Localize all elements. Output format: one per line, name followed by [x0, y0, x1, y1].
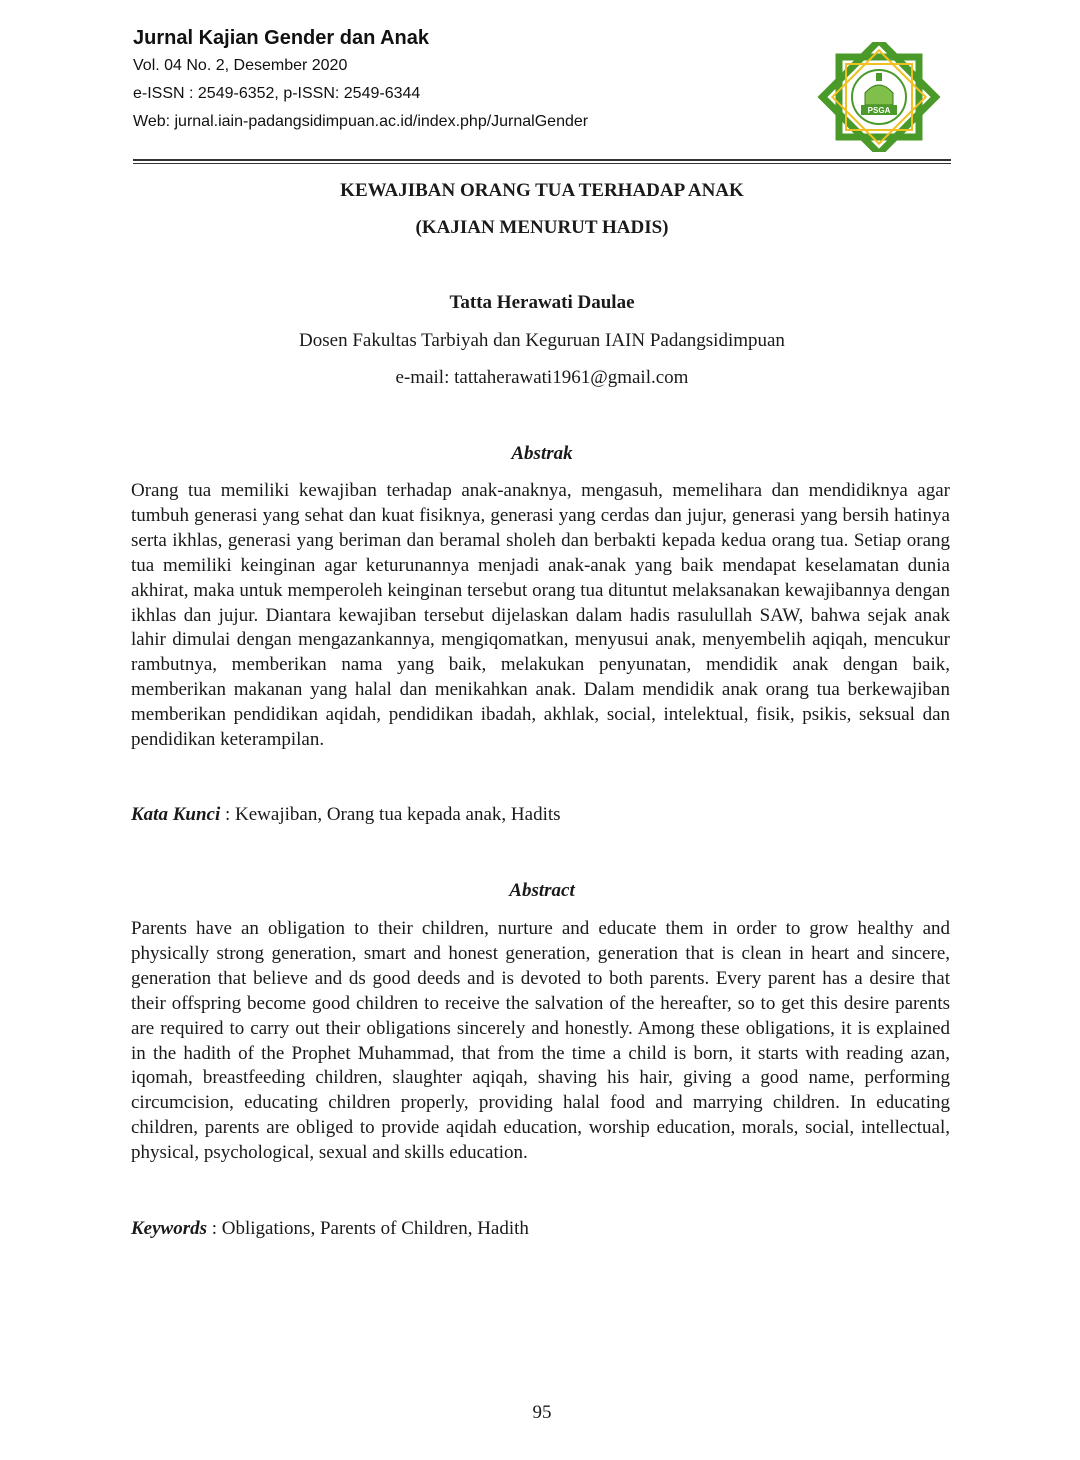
kata-kunci: [131, 804, 950, 826]
article-title-line1: KEWAJIBAN ORANG TUA TERHADAP ANAK: [340, 180, 744, 201]
logo-text: PSGA: [867, 106, 891, 115]
journal-name: Jurnal Kajian Gender dan Anak: [133, 27, 430, 49]
page-number: 95: [532, 1402, 552, 1423]
author-affiliation: Dosen Fakultas Tarbiyah dan Keguruan IAIN Padangsidimpuan: [299, 330, 785, 351]
psga-logo-icon: [816, 42, 942, 152]
author-name: Tatta Herawati Daulae: [449, 292, 635, 313]
keywords: [131, 1218, 950, 1240]
header-rule-thick: [133, 159, 951, 161]
kata-kunci-label: Kata Kunci: [131, 804, 221, 825]
journal-issn: e-ISSN : 2549-6352, p-ISSN: 2549-6344: [133, 85, 421, 102]
abstract-heading: Abstract: [509, 880, 575, 901]
author-email: e-mail: tattaherawati1961@gmail.com: [395, 367, 689, 388]
header-rule-thin: [133, 163, 951, 164]
journal-volume: Vol. 04 No. 2, Desember 2020: [133, 57, 348, 74]
journal-web: Web: jurnal.iain-padangsidimpuan.ac.id/index.php/JurnalGender: [133, 113, 589, 130]
abstrak-text: Orang tua memiliki kewajiban terhadap anak-anaknya, mengasuh, memelihara dan mendidiknya agar tumbuh generasi yang sehat dan kuat fisiknya, generasi yang cerdas dan jujur, generasi yang bersih hatinya serta ikhlas, generasi yang beriman dan beramal sholeh dan berbakti kepada kedua orang tua. Setiap orang tua memiliki keinginan agar keturunannya menjadi anak-anak yang baik mendapat keselamatan dunia akhirat, maka untuk memperoleh keinginan tersebut orang tua dituntut melaksanakan kewajibannya dengan ikhlas dan jujur. Diantara kewajiban tersebut dijelaskan dalam hadis rasulullah SAW, bahwa sejak anak lahir dimulai dengan mengazankannya, mengiqomatkan, menyusui anak, menyembelih aqiqah, mencukur rambutnya, memberikan nama yang baik, melakukan penyunatan, mendidik anak dengan baik, memberikan makanan yang halal dan menikahkan anak. Dalam mendidik anak orang tua berkewajiban memberikan pendidikan aqidah, pendidikan ibadah, akhlak, social, intelektual, fisik, psikis, seksual dan pendidikan keterampilan.: [131, 480, 950, 751]
article-title-line2: (KAJIAN MENURUT HADIS): [415, 217, 669, 238]
keywords-label: Keywords: [131, 1218, 207, 1239]
abstract-text: Parents have an obligation to their children, nurture and educate them in order to grow healthy and physically strong generation, smart and honest generation, generation that is clean in heart and sincere, generation that believe and ds good deeds and is devoted to both parents. Every parent has a desire that their offspring become good children to receive the salvation of the hereafter, so to get this desire parents are required to carry out their obligations sincerely and honestly. Among these obligations, it is explained in the hadith of the Prophet Muhammad, that from the time a child is born, it starts with reading azan, iqomah, breastfeeding children, slaughter aqiqah, shaving his hair, giving a good name, performing circumcision, educating children properly, providing halal food and marrying children. In educating children, parents are obliged to provide aqidah education, worship education, morals, social, intellectual, physical, psychological, sexual and skills education.: [131, 918, 950, 1164]
kata-kunci-values: : Kewajiban, Orang tua kepada anak, Hadits: [220, 804, 561, 825]
keywords-values: : Obligations, Parents of Children, Hadith: [207, 1218, 529, 1239]
abstrak-heading: Abstrak: [511, 443, 573, 464]
